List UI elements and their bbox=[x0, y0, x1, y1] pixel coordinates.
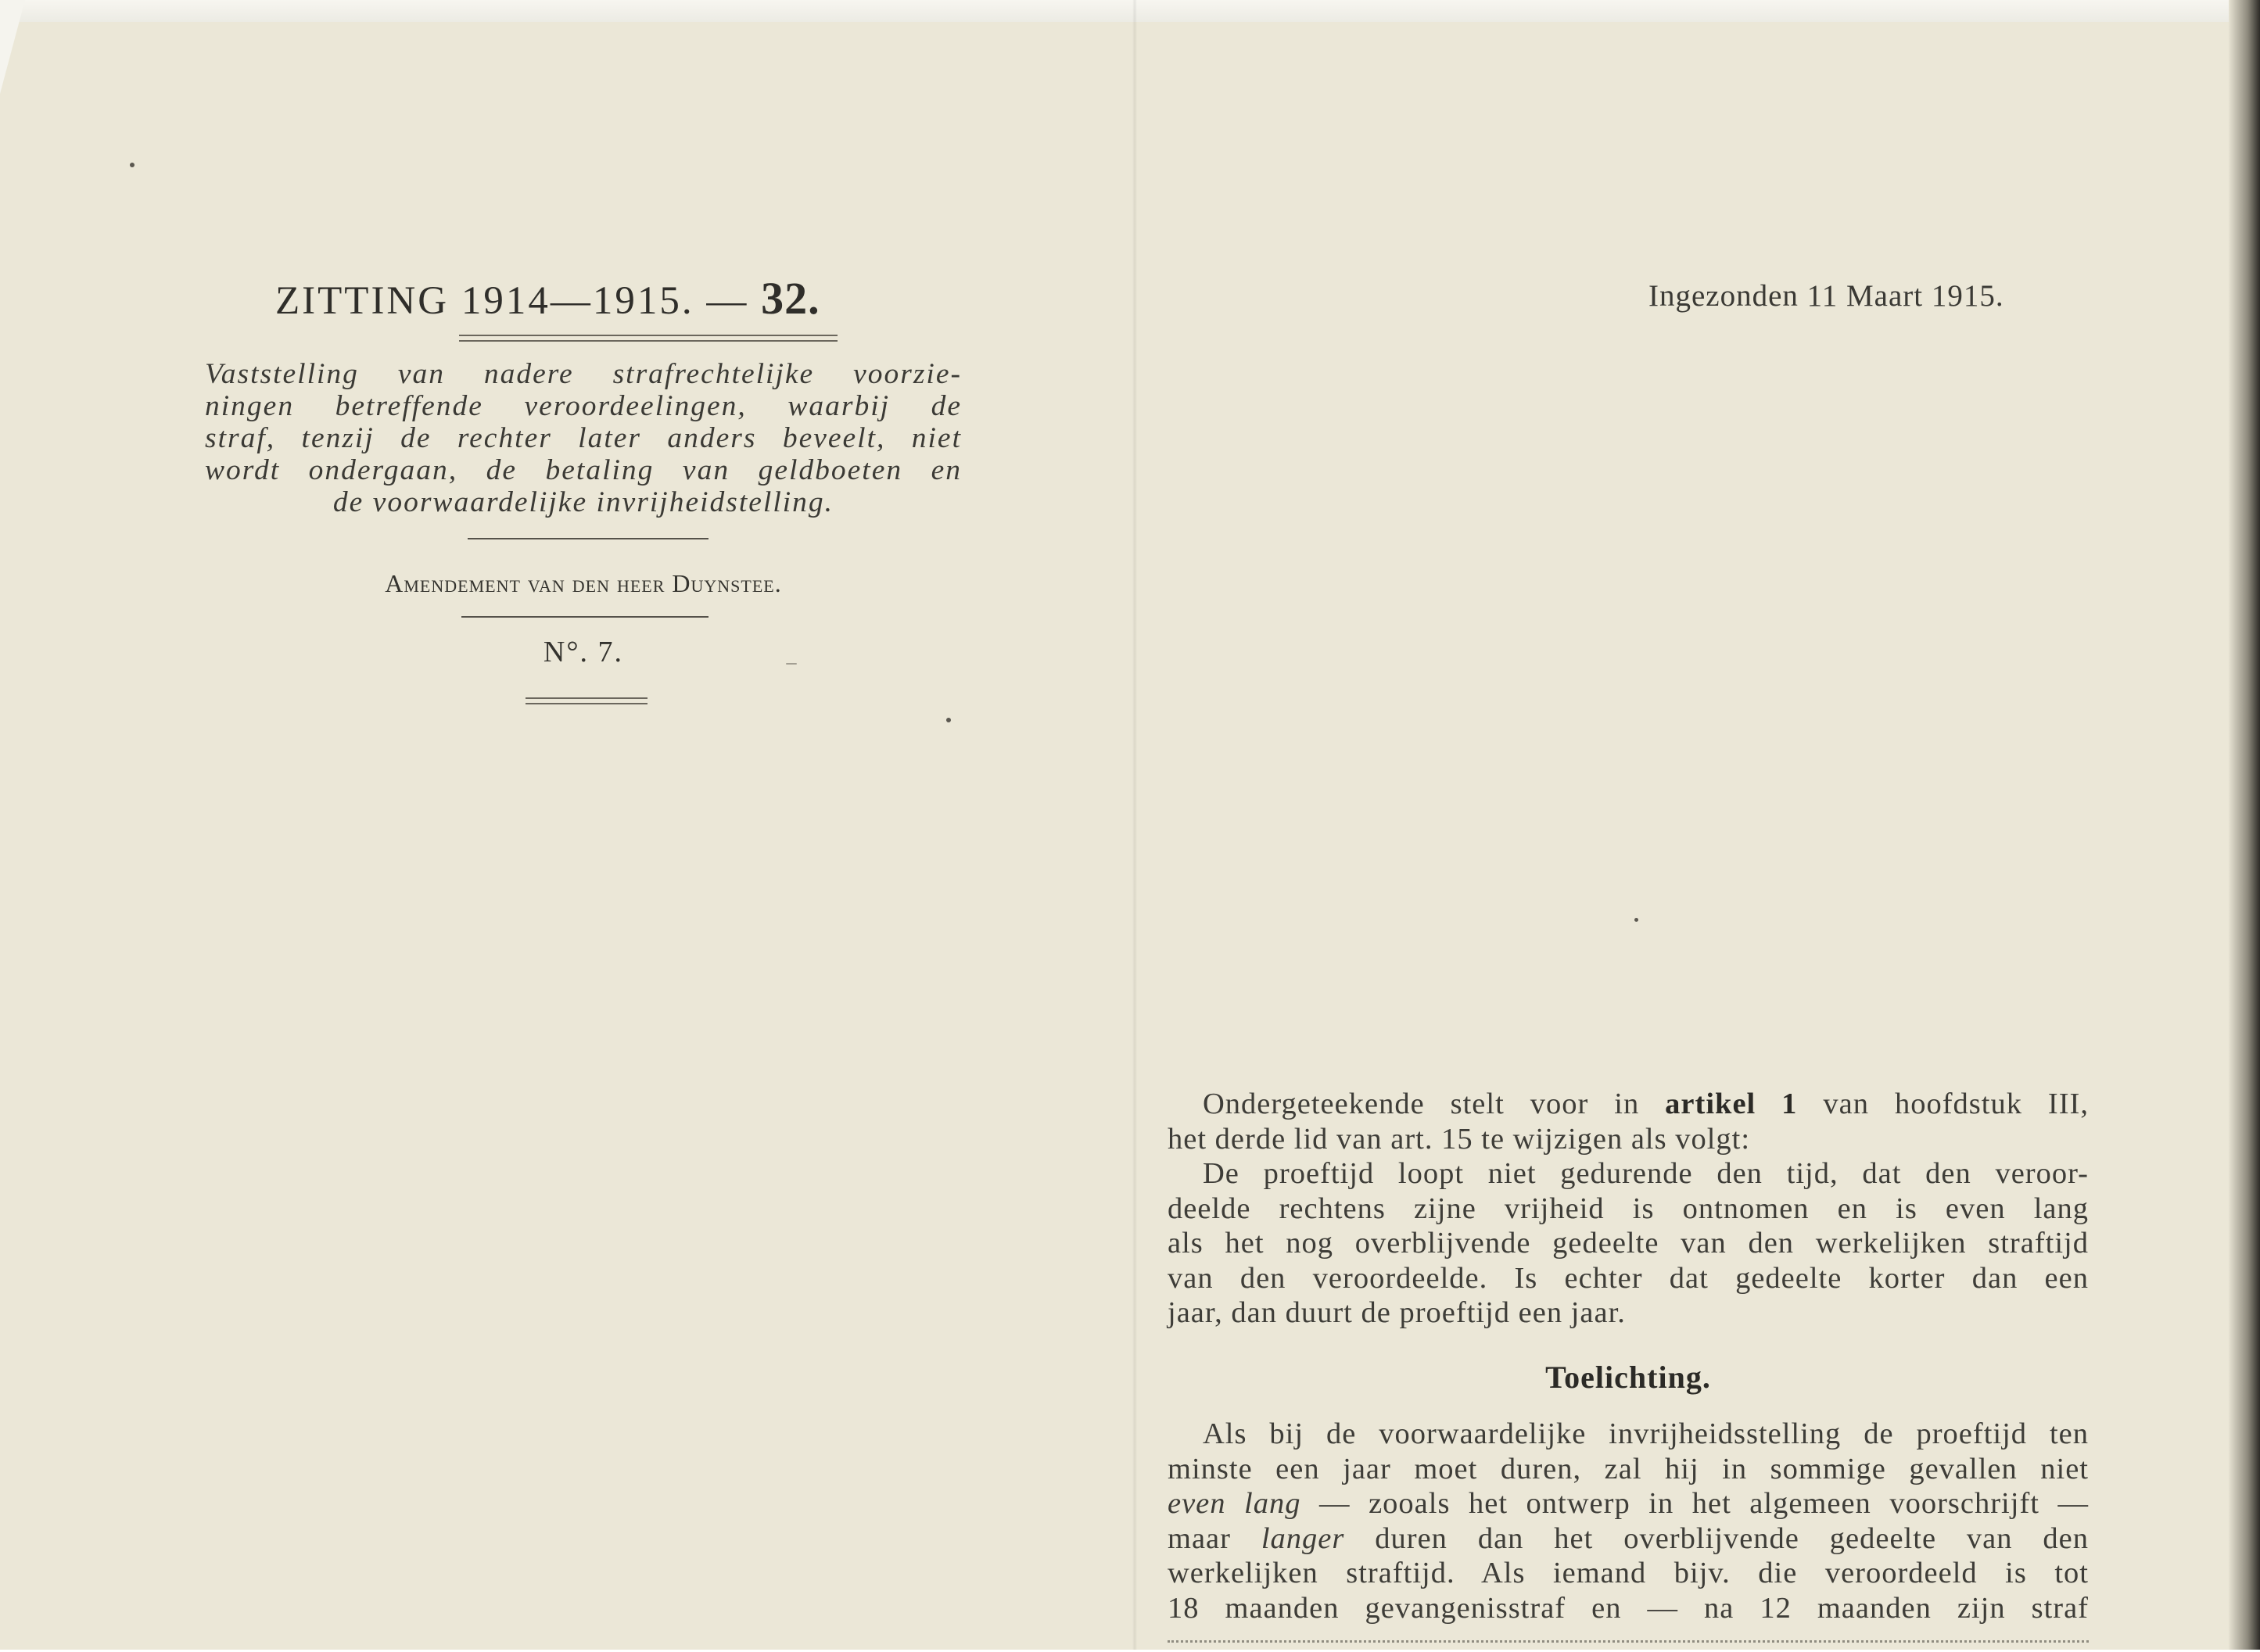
explanation-line: 18 maanden gevangenisstraf en — na 12 maanden zijn straf bbox=[1168, 1591, 2089, 1625]
speck bbox=[130, 163, 135, 167]
explanation-text: maar bbox=[1168, 1521, 1231, 1555]
speck bbox=[1634, 918, 1638, 922]
submission-date: Ingezonden 11 Maart 1915. bbox=[1648, 279, 2004, 313]
proposal-line bbox=[1168, 1087, 2089, 1122]
session-years: ZITTING 1914—1915. — bbox=[275, 279, 749, 323]
explanation-line bbox=[1168, 1486, 2089, 1521]
title-line: ningen betreffende veroordeelingen, waarbij de bbox=[205, 390, 962, 422]
proposal-paragraph bbox=[1168, 1087, 2089, 1331]
proposal-text: Ondergeteekende stelt voor in bbox=[1203, 1088, 1640, 1120]
double-rule bbox=[459, 335, 838, 342]
torn-corner bbox=[0, 0, 25, 94]
quote-line: van den veroordeelde. Is echter dat gedeelte korter dan een bbox=[1168, 1261, 2089, 1295]
double-rule bbox=[526, 697, 648, 704]
bill-title bbox=[205, 358, 962, 518]
paper-right-edge bbox=[2229, 0, 2260, 1650]
amendment-number: N°. 7. bbox=[543, 636, 624, 668]
title-line: de voorwaardelijke invrijheidstelling. bbox=[332, 486, 834, 518]
title-line: straf, tenzij de rechter later anders beveelt, niet bbox=[205, 422, 962, 454]
fold-line bbox=[1132, 0, 1137, 1650]
paper-top-edge bbox=[0, 0, 2260, 22]
proposal-text: van hoofdstuk III, bbox=[1823, 1088, 2089, 1120]
proposal-line: het derde lid van art. 15 te wijzigen als volgt: bbox=[1168, 1122, 1751, 1156]
explanation-paragraph bbox=[1168, 1417, 2089, 1625]
emphasis-text: langer bbox=[1261, 1521, 1345, 1555]
explanation-line bbox=[1168, 1521, 2089, 1557]
article-reference: artikel 1 bbox=[1665, 1088, 1798, 1120]
session-heading bbox=[275, 272, 909, 324]
quote-line: als het nog overblijvende gedeelte van den werkelijken straftijd bbox=[1168, 1227, 2089, 1260]
explanation-heading: Toelichting. bbox=[1545, 1360, 1711, 1395]
amendment-label: Amendement van den heer Duynstee. bbox=[385, 569, 782, 597]
quote-line: De proeftijd loopt niet gedurende den tijd, dat den veroor- bbox=[1203, 1157, 2089, 1190]
divider-rule bbox=[461, 616, 708, 618]
title-line: Vaststelling van nadere strafrechtelijke voorzie- bbox=[205, 358, 962, 390]
quote-line: jaar, dan duurt de proeftijd een jaar. bbox=[1168, 1296, 1626, 1329]
quote-line: deelde rechtens zijne vrijheid is ontnomen en is even lang bbox=[1168, 1192, 2089, 1225]
explanation-line: werkelijken straftijd. Als iemand bijv. die veroordeeld is tot bbox=[1168, 1557, 2089, 1589]
explanation-line: minste een jaar moet duren, zal hij in sommige gevallen niet bbox=[1168, 1452, 2089, 1485]
explanation-text: duren dan het overblijvende gedeelte van den bbox=[1375, 1521, 2089, 1555]
divider-rule bbox=[468, 538, 708, 539]
emphasis-text: even lang bbox=[1168, 1487, 1301, 1520]
title-line: wordt ondergaan, de betaling van geldboeten en bbox=[205, 454, 962, 486]
document-number: 32. bbox=[761, 273, 820, 324]
amendment-heading bbox=[205, 569, 962, 598]
explanation-text: — zooals het ontwerp in het algemeen voorschrijft — bbox=[1319, 1487, 2089, 1520]
explanation-line: Als bij de voorwaardelijke invrijheidsstelling de proeftijd ten bbox=[1203, 1417, 2089, 1450]
speck bbox=[946, 718, 951, 722]
cut-off-text-line bbox=[1168, 1640, 2089, 1652]
